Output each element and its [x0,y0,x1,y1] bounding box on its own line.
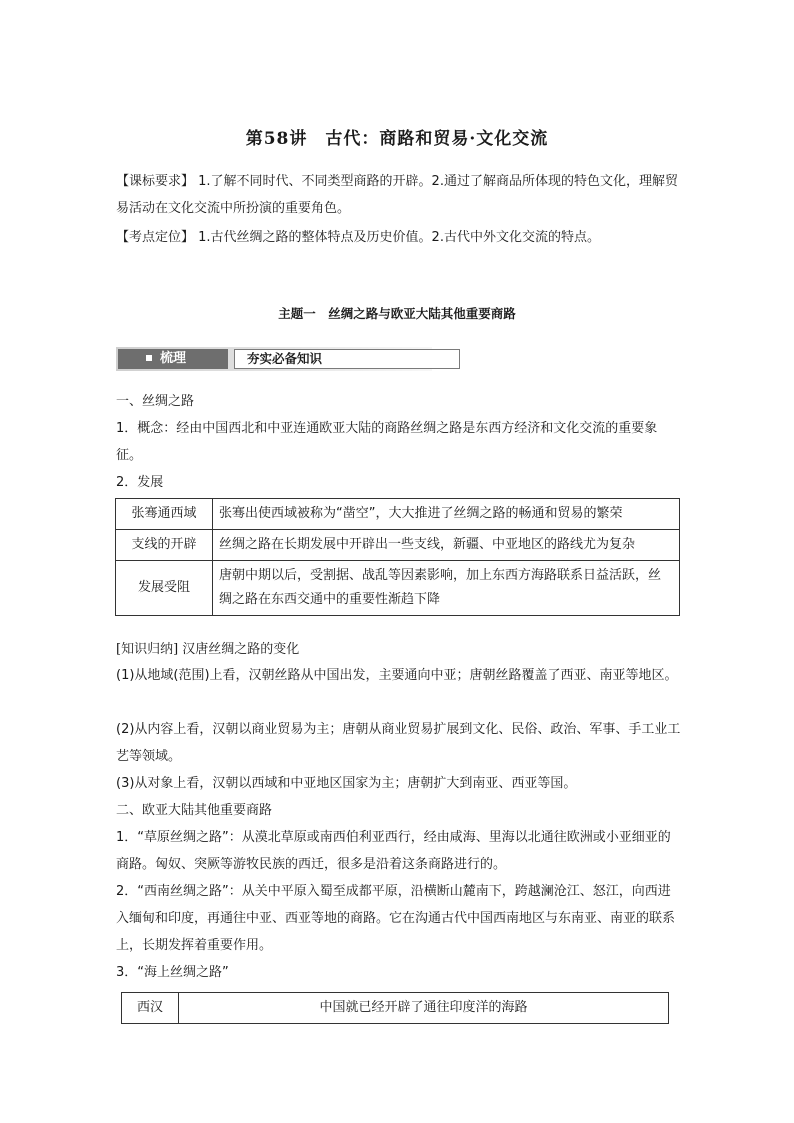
banner-light-label: 夯实必备知识 [234,349,460,369]
table-row [116,499,680,530]
table-content-cell: 唐朝中期以后，受割据、战乱等因素影响，加上东西方海路联系日益活跃，丝绸之路在东西交通中的重要性渐趋下降 [213,561,680,616]
knowledge-summary-title [116,636,682,663]
summary-point-1: (1)从地域(范围)上看，汉朝丝路从中国出发，主要通向中亚；唐朝丝路覆盖了西亚、南亚等地区。 [116,668,678,683]
section2-heading: 二、欧亚大陆其他重要商路 [116,803,273,818]
exam-positioning [116,224,682,251]
section1-concept: 1．概念：经由中国西北和中亚连通欧亚大陆的商路丝绸之路是东西方经济和文化交流的重要象征。 [116,421,658,463]
table-row [116,530,680,561]
positioning-tag: 【考点定位】 [116,230,195,245]
table-head-cell: 发展受阻 [116,561,213,616]
positioning-text: 1.古代丝绸之路的整体特点及历史价值。2.古代中外文化交流的特点。 [198,230,600,245]
summary-title: 汉唐丝绸之路的变化 [182,642,300,657]
table-content-cell: 丝绸之路在长期发展中开辟出一些支线，新疆、中亚地区的路线尤为复杂 [213,530,680,561]
table-row [116,561,680,616]
square-bullet-icon [146,355,152,361]
southwest-silk-road: 2．“西南丝绸之路”：从关中平原入蜀至成都平原，沿横断山麓南下，跨越澜沧江、怒江，向西进入缅甸和印度，再通往中亚、西亚等地的商路。它在沟通古代中国西南地区与东南亚、南亚的联系上，长期发挥着重要作用。 [116,884,676,953]
lesson-title: 第58讲 古代：商路和贸易·文化交流 [245,129,549,149]
summary-point-3: (3)从对象上看，汉朝以西域和中亚地区国家为主；唐朝扩大到南亚、西亚等国。 [116,776,577,791]
summary-point-2: (2)从内容上看，汉朝以商业贸易为主；唐朝从商业贸易扩展到文化、民俗、政治、军事、手工业工艺等领域。 [116,722,681,764]
table-head-cell: 张骞通西域 [116,499,213,530]
banner-dark-label: 梳理 [118,349,228,369]
section1-heading: 一、丝绸之路 [116,394,195,409]
section1-development-label: 2．发展 [116,475,164,490]
table-head-cell: 支线的开辟 [116,530,213,561]
table-row [122,993,669,1024]
topic-title: 主题一 丝绸之路与欧亚大陆其他重要商路 [278,306,516,321]
maritime-silk-road-label: 3．“海上丝绸之路” [116,965,229,980]
section-banner [116,347,432,371]
steppe-silk-road: 1．“草原丝绸之路”：从漠北草原或南西伯利亚西行，经由咸海、里海以北通往欧洲或小亚细亚的商路。匈奴、突厥等游牧民族的西迁，很多是沿着这条商路进行的。 [116,830,671,872]
summary-tag: [知识归纳] [116,642,179,657]
table-content-cell: 张骞出使西域被称为“凿空”，大大推进了丝绸之路的畅通和贸易的繁荣 [213,499,680,530]
table-head-cell: 西汉 [122,993,179,1024]
table-content-cell: 中国就已经开辟了通往印度洋的海路 [179,993,669,1024]
requirements-tag: 【课标要求】 [116,174,195,189]
development-table [115,498,680,616]
curriculum-requirements [116,168,682,222]
requirements-text: 1.了解不同时代、不同类型商路的开辟。2.通过了解商品所体现的特色文化，理解贸易活动在文化交流中所扮演的重要角色。 [116,174,678,216]
maritime-table [121,992,669,1024]
